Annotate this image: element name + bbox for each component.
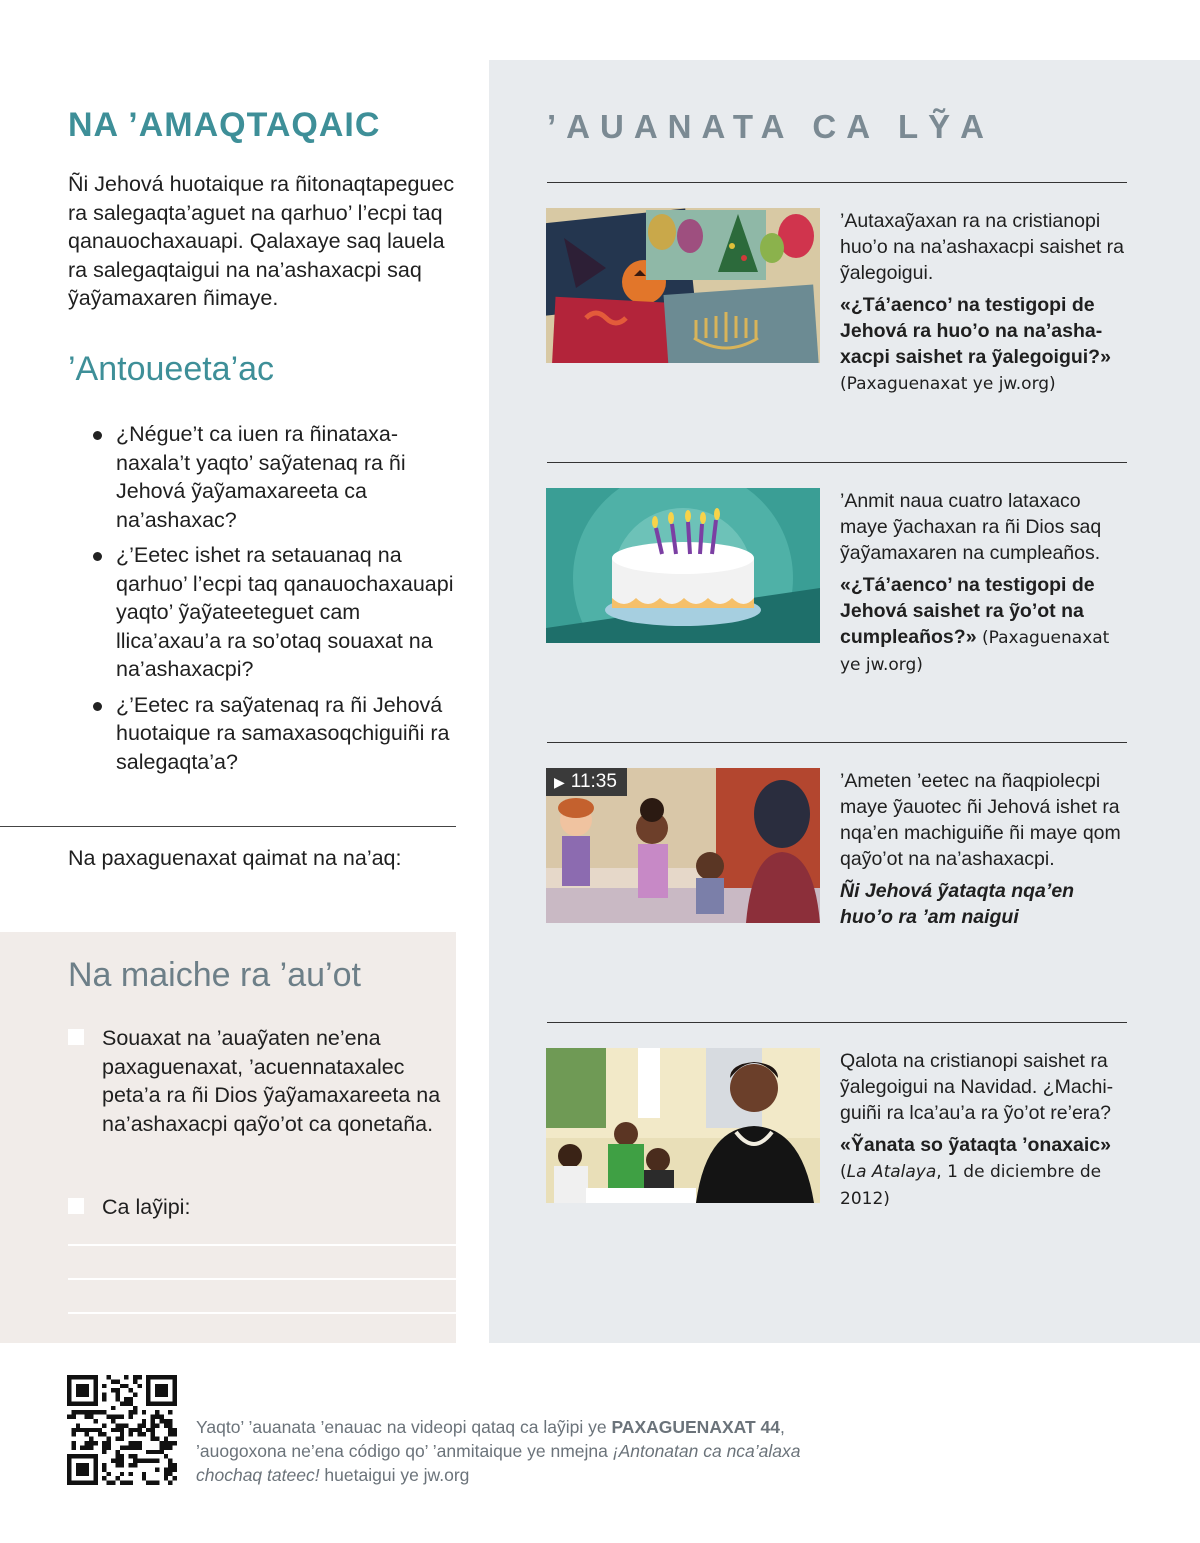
writing-line[interactable] xyxy=(68,1278,456,1280)
source-link[interactable]: «¿Tá’aenco’ na testigopi de Jehová saishet ra ỹo’ot na cumpleaños?» xyxy=(840,574,1095,648)
todo-item[interactable] xyxy=(68,1024,448,1138)
explore-panel xyxy=(489,60,1200,1343)
discussion-questions xyxy=(88,420,458,783)
source-note: (Paxaguenaxat ye jw.org) xyxy=(840,628,1110,675)
play-icon: ▶ xyxy=(554,774,565,790)
source-link[interactable]: «Ỹanata so ỹataqta ’onaxaic» xyxy=(840,1134,1111,1156)
explore-item-text xyxy=(840,768,1130,936)
explore-item-text xyxy=(840,488,1130,684)
publication-title[interactable]: ¡Antonatan ca nca’alaxa chochaq tateec! xyxy=(196,1441,801,1485)
explore-item[interactable] xyxy=(546,1048,1128,1248)
footer-text-part: , ’auogoxona ne’ena código qo’ ’anmitaique ye nmejna xyxy=(196,1417,785,1461)
checkbox[interactable] xyxy=(68,1029,84,1045)
todo-title: Na maiche ra ’au’ot xyxy=(68,956,361,994)
left-column xyxy=(0,0,456,1343)
footer-text-part: huetaigui ye jw.org xyxy=(319,1465,470,1485)
next-lesson-label: Na paxaguenaxat qaimat na na’aq: xyxy=(68,846,402,870)
holidays-collage-image[interactable] xyxy=(546,208,820,363)
checkbox[interactable] xyxy=(68,1198,84,1214)
source-link[interactable]: «¿Tá’aenco’ na testigopi de Jehová ra huo’o na na’ashaxacpi saishet ra ỹalegoigui?» xyxy=(840,294,1111,368)
footer-text-part: Yaqto’ ’auanata ’enauac na videopi qataq ca laỹipi ye xyxy=(196,1417,612,1437)
duration-label: 11:35 xyxy=(570,771,617,792)
source-note-rest: , 1 de diciembre de 2012) xyxy=(840,1162,1102,1209)
item-description: ’Ameten ’eetec na ñaqpiolecpi maye ỹauotec ñi Jehová ishet ra nqa’en machiguiñe ñi maye qom qaỹo’ot na na’ashaxacpi. xyxy=(840,770,1121,870)
question-item: ¿Négue’t ca iuen ra ñinataxanaxala’t yaqto’ saỹatenaq ra ñi Jehová ỹaỹamaxareeta ca na’ashaxac? xyxy=(88,420,458,534)
video-duration-badge xyxy=(546,768,627,796)
summary-title: NA ’AMAQTAQAIC xyxy=(68,106,381,144)
todo-panel xyxy=(0,932,456,1343)
divider xyxy=(547,462,1127,463)
footer-text xyxy=(196,1415,836,1487)
item-description: Qalota na cristianopi saishet ra ỹalegoigui na Navidad. ¿Machiguiñi ra lca’au’a ra ỹo’ot re’era? xyxy=(840,1050,1114,1124)
explore-item[interactable] xyxy=(546,488,1128,688)
divider xyxy=(547,182,1127,183)
discussion-title: ’Antoueeta’ac xyxy=(68,350,275,388)
explore-item-text xyxy=(840,1048,1130,1218)
footer xyxy=(0,1343,1200,1543)
children-video-image[interactable] xyxy=(546,768,820,923)
writing-line[interactable] xyxy=(68,1244,456,1246)
divider xyxy=(0,826,456,827)
explore-item[interactable] xyxy=(546,208,1128,408)
source-note-open: ( xyxy=(840,1162,847,1182)
explore-title: ’AUANATA CA LỸA xyxy=(547,108,994,145)
source-link[interactable]: Ñi Jehová ỹataqta nqa’en huo’o ra ’am naigui xyxy=(840,880,1075,928)
birthday-cake-image[interactable] xyxy=(546,488,820,643)
writing-line[interactable] xyxy=(68,1312,456,1314)
summary-text: Ñi Jehová huotaique ra ñitonaqtapeguec ra salegaqta’aguet na qarhuo’ l’ecpi taq qanauochaxauapi. Qalaxaye saq lauela ra salegaqtaigui na na’ashaxacpi saq ỹaỹamaxaren ñimaye. xyxy=(68,172,455,310)
divider xyxy=(547,742,1127,743)
woman-portrait-image[interactable] xyxy=(546,1048,820,1203)
divider xyxy=(547,1022,1127,1023)
explore-item-text xyxy=(840,208,1130,403)
explore-item[interactable] xyxy=(546,768,1128,968)
question-item: ¿’Eetec ishet ra setauanaq na qarhuo’ l’ecpi taq qanauochaxauapi yaqto’ ỹaỹateeteguet cam llica’axau’a ra so’otaq souaxat na na’ashaxacpi? xyxy=(88,541,458,684)
todo-item-label: Souaxat na ’auaỹaten ne’ena paxaguenaxat, ’acuennataxalec peta’a ra ñi Dios ỹaỹamaxareeta na na’ashaxacpi qaỹo’ot ca qonetaña. xyxy=(102,1026,441,1136)
question-item: ¿’Eetec ra saỹatenaq ra ñi Jehová huotaique ra samaxasoqchiguiñi ra salegaqta’a? xyxy=(88,691,458,777)
todo-item-label: Ca laỹipi: xyxy=(102,1195,191,1219)
lesson-reference: PAXAGUENAXAT 44 xyxy=(611,1417,780,1437)
source-note: (Paxaguenaxat ye jw.org) xyxy=(840,374,1056,394)
publication-name: La Atalaya xyxy=(846,1162,937,1182)
qr-code-icon[interactable] xyxy=(67,1375,177,1485)
source-note xyxy=(840,1162,1101,1209)
item-description: ’Autaxaỹaxan ra na cristianopi huo’o na na’ashaxacpi saishet ra ỹalegoigui. xyxy=(840,210,1125,284)
item-description: ’Anmit naua cuatro lataxaco maye ỹachaxan ra ñi Dios saq ỹaỹamaxaren na cumpleaños. xyxy=(840,490,1102,564)
todo-item[interactable] xyxy=(68,1193,448,1222)
